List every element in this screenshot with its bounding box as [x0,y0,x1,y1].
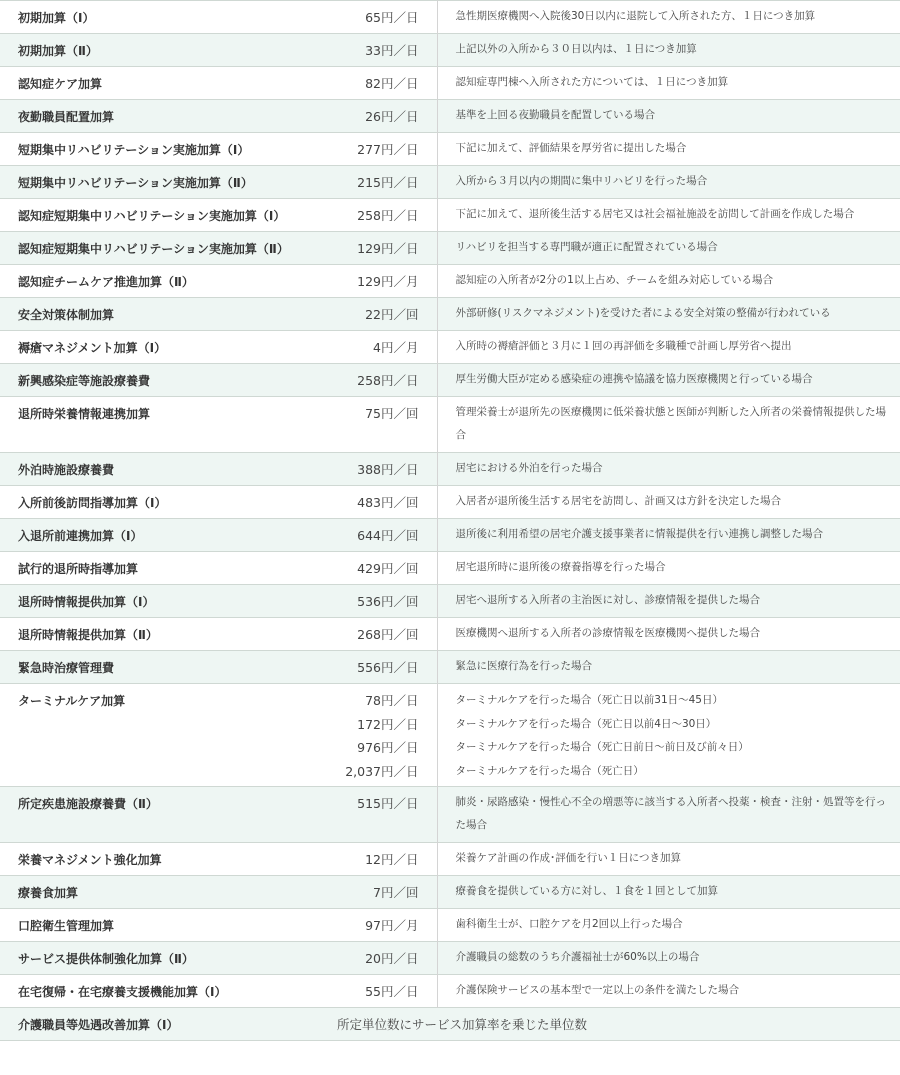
row-desc: 退所後に利用希望の居宅介護支援事業者に情報提供を行い連携し調整した場合 [455,528,823,540]
row-price: 12円／日 [331,843,437,876]
row-name: 退所時栄養情報連携加算 [18,407,151,421]
row-desc: リハビリを担当する専門職が適正に配置されている場合 [455,241,718,253]
row-desc: 厚生労働大臣が定める感染症の連携や協議を協力医療機関と行っている場合 [455,373,813,385]
table-row [0,34,900,67]
row-price: 556円／日 [331,651,437,684]
table-row [0,519,900,552]
table-row [0,552,900,585]
row-desc: 認知症専門棟へ入所された方については、１日につき加算 [455,76,729,88]
row-desc: ターミナルケアを行った場合（死亡日以前4日～30日） [455,717,717,730]
row-desc: 療養食を提供している方に対し、１食を１回として加算 [455,885,718,897]
row-price: 22円／回 [331,298,437,331]
row-desc: 介護保険サービスの基本型で一定以上の条件を満たした場合 [455,984,739,996]
row-name: 夜勤職員配置加算 [18,110,115,124]
table-row [0,1008,900,1041]
row-desc: 下記に加えて、退所後生活する居宅又は社会福祉施設を訪問して計画を作成した場合 [455,208,855,220]
row-price: 277円／日 [331,133,437,166]
row-price: 536円／回 [331,585,437,618]
row-price: 65円／日 [331,1,437,34]
table-row [0,166,900,199]
row-desc: 肺炎・尿路感染・慢性心不全の増悪等に該当する入所者へ投薬・検査・注射・処置等を行った場合 [455,796,886,831]
row-price: 82円／日 [331,67,437,100]
table-row [0,486,900,519]
row-name: 試行的退所時指導加算 [18,562,139,576]
row-desc: 管理栄養士が退所先の医療機関に低栄養状態と医師が判断した入所者の栄養情報提供した場合 [455,406,886,441]
row-desc: ターミナルケアを行った場合（死亡日以前31日～45日） [455,694,723,706]
terminal-care-row [0,684,900,787]
row-desc: 緊急に医療行為を行った場合 [455,660,592,672]
row-name: 入退所前連携加算（Ⅰ） [18,529,143,543]
row-name: 認知症チームケア推進加算（Ⅱ） [18,275,194,289]
row-desc: ターミナルケアを行った場合（死亡日） [455,764,644,777]
table-row [0,909,900,942]
row-name: 入所前後訪問指導加算（Ⅰ） [18,496,167,510]
row-name: 在宅復帰・在宅療養支援機能加算（Ⅰ） [18,985,227,999]
table-row [0,618,900,651]
row-price: 78円／日 [365,693,419,708]
row-desc: 急性期医療機関へ入院後30日以内に退院して入所された方、１日につき加算 [455,10,816,22]
row-name: 初期加算（Ⅰ） [18,11,95,25]
row-name: 安全対策体制加算 [18,308,115,322]
row-desc: 入所から３月以内の期間に集中リハビリを行った場合 [455,175,708,187]
table-row [0,133,900,166]
row-name: 認知症短期集中リハビリテーション実施加算（Ⅱ） [18,242,289,256]
row-price: 20円／日 [331,942,437,975]
row-price: 268円／回 [331,618,437,651]
row-price: 388円／日 [331,453,437,486]
row-desc: 下記に加えて、評価結果を厚労省に提出した場合 [455,142,687,154]
table-row [0,67,900,100]
row-name: 口腔衛生管理加算 [18,919,115,933]
table-row [0,843,900,876]
table-row [0,651,900,684]
row-name: 初期加算（Ⅱ） [18,44,98,58]
row-name: サービス提供体制強化加算（Ⅱ） [18,952,194,966]
row-price: 172円／日 [357,716,419,732]
row-name: 緊急時治療管理費 [18,661,115,675]
row-price: 515円／日 [331,787,437,843]
table-row [0,331,900,364]
row-name: 認知症短期集中リハビリテーション実施加算（Ⅰ） [18,209,286,223]
row-desc: 居宅における外泊を行った場合 [455,462,603,474]
row-price: 7円／回 [331,876,437,909]
row-price: 55円／日 [331,975,437,1008]
row-price: 976円／日 [357,740,419,755]
row-desc: 入居者が退所後生活する居宅を訪問し、計画又は方針を決定した場合 [455,495,781,507]
table-row [0,298,900,331]
table-row [0,787,900,843]
table-row [0,364,900,397]
row-desc: 居宅退所時に退所後の療養指導を行った場合 [455,561,666,573]
table-row [0,975,900,1008]
row-price: 644円／回 [331,519,437,552]
row-desc: 介護職員の総数のうち介護福祉士が60%以上の場合 [455,951,700,963]
table-row [0,585,900,618]
row-price-list [331,684,437,787]
table-row [0,942,900,975]
table-row [0,876,900,909]
row-name: 退所時情報提供加算（Ⅱ） [18,628,158,642]
table-row [0,397,900,453]
row-desc: 居宅へ退所する入所者の主治医に対し、診療情報を提供した場合 [455,594,760,606]
row-desc: 医療機関へ退所する入所者の診療情報を医療機関へ提供した場合 [455,627,760,639]
row-name: 認知症ケア加算 [18,77,103,91]
row-name: 新興感染症等施設療養費 [18,374,151,388]
row-desc: 外部研修(リスクマネジメント)を受けた者による安全対策の整備が行われている [455,307,831,319]
row-price: 258円／日 [331,364,437,397]
row-desc: 入所時の褥瘡評価と３月に１回の再評価を多職種で計画し厚労省へ提出 [455,340,792,352]
row-price: 75円／回 [331,397,437,453]
row-name: 所定疾患施設療養費（Ⅱ） [18,797,158,811]
row-price: 33円／日 [331,34,437,67]
row-desc: 認知症の入所者が2分の1以上占め、チームを組み対応している場合 [455,274,773,286]
row-price: 483円／回 [331,486,437,519]
table-row [0,199,900,232]
row-name: 外泊時施設療養費 [18,463,115,477]
row-name: 栄養マネジメント強化加算 [18,853,162,867]
row-name: 介護職員等処遇改善加算（Ⅰ） [18,1018,179,1032]
row-name: 療養食加算 [18,886,79,900]
row-price: 129円／日 [331,232,437,265]
row-price: 4円／月 [331,331,437,364]
row-price: 26円／日 [331,100,437,133]
row-desc: 歯科衛生士が、口腔ケアを月2回以上行った場合 [455,918,683,930]
table-row [0,1,900,34]
row-name: 短期集中リハビリテーション実施加算（Ⅰ） [18,143,250,157]
row-price: 258円／日 [331,199,437,232]
row-price: 215円／日 [331,166,437,199]
row-price: 429円／回 [331,552,437,585]
row-name: 退所時情報提供加算（Ⅰ） [18,595,155,609]
row-desc: 栄養ケア計画の作成･評価を行い１日につき加算 [455,852,682,864]
row-name: ターミナルケア加算 [18,694,126,708]
row-desc-list [437,684,900,787]
row-price: 129円／月 [331,265,437,298]
table-row [0,265,900,298]
row-desc: ターミナルケアを行った場合（死亡日前日～前日及び前々日） [455,741,749,753]
row-desc: 基準を上回る夜勤職員を配置している場合 [455,109,655,121]
row-name: 短期集中リハビリテーション実施加算（Ⅱ） [18,176,253,190]
table-row [0,100,900,133]
row-price: 2,037円／日 [345,763,419,779]
row-price: 97円／月 [331,909,437,942]
row-desc: 上記以外の入所から３０日以内は、１日につき加算 [455,43,697,55]
row-desc: 所定単位数にサービス加算率を乗じた単位数 [337,1017,588,1032]
table-row [0,232,900,265]
row-name: 褥瘡マネジメント加算（Ⅰ） [18,341,167,355]
table-row [0,453,900,486]
